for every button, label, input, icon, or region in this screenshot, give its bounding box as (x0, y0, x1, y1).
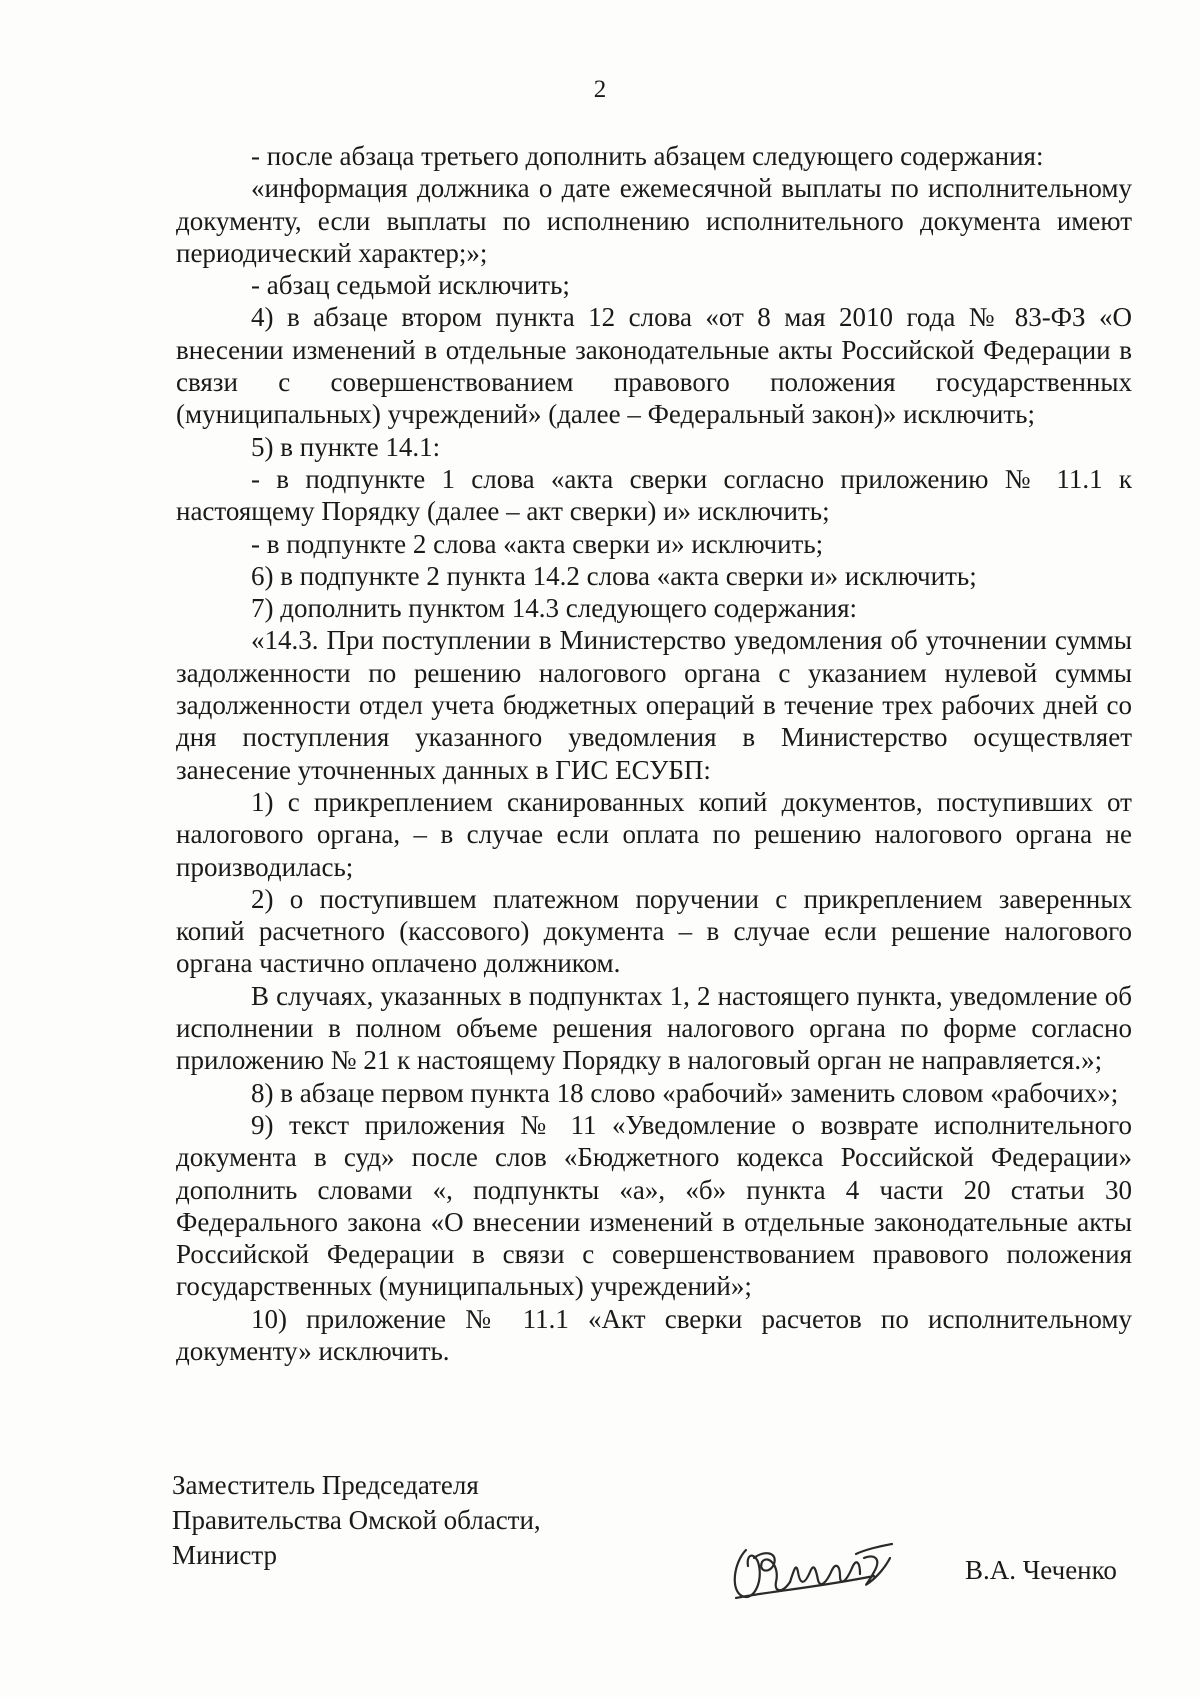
signatory-title-line: Министр (172, 1540, 277, 1570)
paragraph: 4) в абзаце втором пункта 12 слова «от 8 мая 2010 года № 83-ФЗ «О внесении изменений в отдельные законодательные акты Российской Федерации в связи с совершенствованием правового положения государственных (муниципальных) учреждений» (далее – Федеральный закон)» исключить; (176, 302, 1132, 430)
handwritten-signature (724, 1532, 914, 1612)
paragraph: - после абзаца третьего дополнить абзацем следующего содержания: (251, 141, 1044, 171)
paragraph: «информация должника о дате ежемесячной выплаты по исполнительному документу, если выплаты по исполнению исполнительного документа имеют периодический характер;»; (176, 173, 1132, 268)
paragraph: 10) приложение № 11.1 «Акт сверки расчетов по исполнительному документу» исключить. (176, 1303, 1132, 1366)
document-body (176, 140, 1132, 1367)
paragraph: 9) текст приложения № 11 «Уведомление о возврате исполнительного документа в суд» после слов «Бюджетного кодекса Российской Федерации» дополнить словами «, подпункты «а», «б» пункта 4 части 20 статьи 30 Федерального закона «О внесении изменений в отдельные законодательные акты Российской Федерации в связи с совершенствованием правового положения государственных (муниципальных) учреждений»; (176, 1109, 1132, 1302)
paragraph: 2) о поступившем платежном поручении с прикреплением заверенных копий расчетного (кассового) документа – в случае если решение налогового органа частично оплачено должником. (176, 883, 1132, 979)
signatory-title-line: Заместитель Председателя (172, 1470, 479, 1500)
paragraph: 8) в абзаце первом пункта 18 слово «рабочий» заменить словом «рабочих»; (251, 1077, 1119, 1108)
signatory-name: В.А. Чеченко (965, 1555, 1117, 1585)
paragraph: - в подпункте 1 слова «акта сверки согласно приложению № 11.1 к настоящему Порядку (далее – акт сверки) и» исключить; (176, 463, 1132, 527)
paragraph: 1) с прикреплением сканированных копий документов, поступивших от налогового органа, – в случае если оплата по решению налогового органа не производилась; (176, 786, 1132, 882)
paragraph: «14.3. При поступлении в Министерство уведомления об уточнении суммы задолженности по решению налогового органа с указанием нулевой суммы задолженности отдел учета бюджетных операций в течение трех рабочих дней со дня поступления указанного уведомления в Министерство осуществляет занесение уточненных данных в ГИС ЕСУБП: (176, 625, 1132, 785)
paragraph: В случаях, указанных в подпунктах 1, 2 настоящего пункта, уведомление об исполнении в полном объеме решения налогового органа по форме согласно приложению № 21 к настоящему Порядку в налоговый орган не направляется.»; (176, 980, 1132, 1076)
signatory-title-line: Правительства Омской области, (172, 1505, 541, 1535)
paragraph: - абзац седьмой исключить; (251, 270, 570, 301)
paragraph: 6) в подпункте 2 пункта 14.2 слова «акта сверки и» исключить; (251, 560, 977, 591)
paragraph: - в подпункте 2 слова «акта сверки и» исключить; (251, 528, 824, 559)
page-number: 2 (593, 76, 607, 103)
paragraph: 7) дополнить пунктом 14.3 следующего содержания: (251, 593, 858, 624)
paragraph: 5) в пункте 14.1: (251, 431, 441, 462)
signatory-title (172, 1468, 541, 1573)
